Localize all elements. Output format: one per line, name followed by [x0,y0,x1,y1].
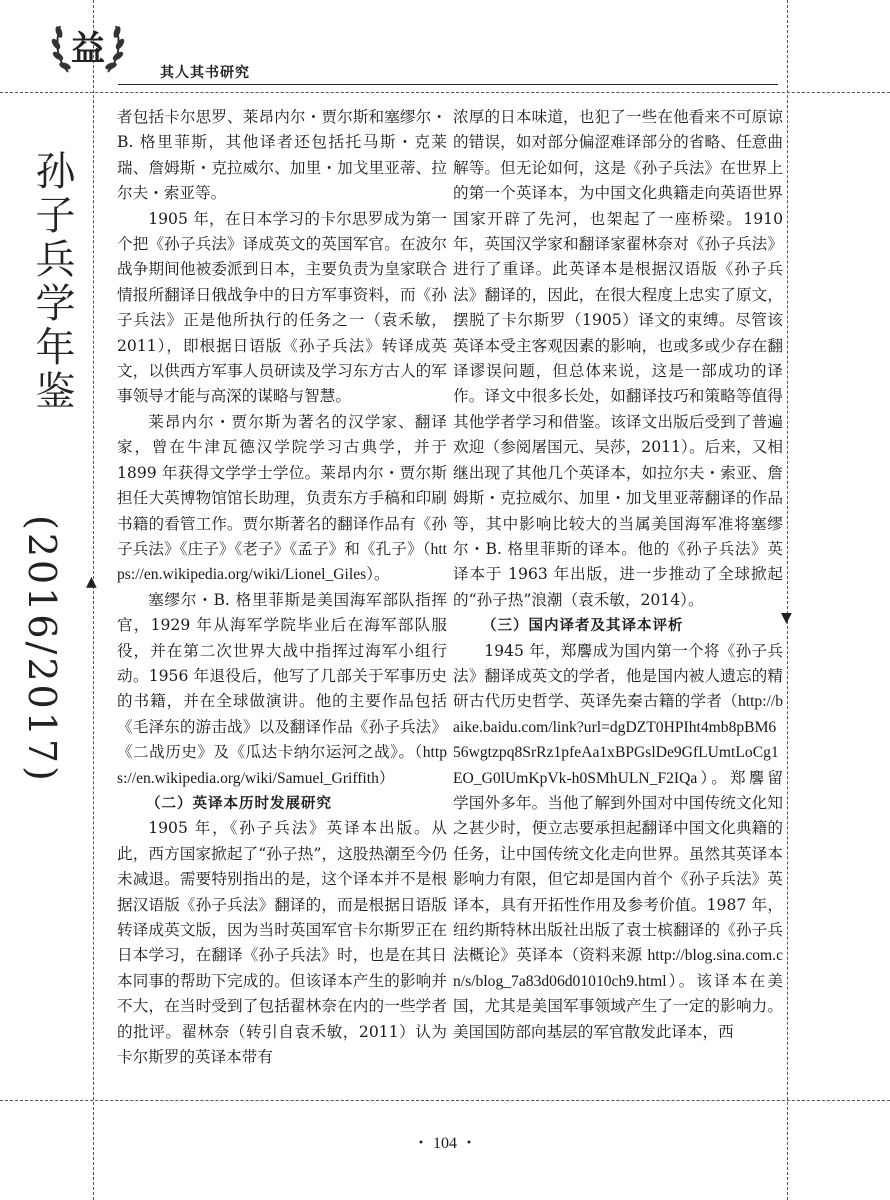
arrow-up-icon: ▲ [86,574,97,590]
crop-line-top [0,92,890,93]
reference-link: https://en.wikipedia.org/wiki/Samuel_Griffith [117,744,447,787]
arrow-down-icon: ▼ [781,610,792,626]
header-rule [118,84,778,85]
right-column [453,105,783,1045]
laurel-wreath-icon [48,14,128,78]
reference-link: https://en.wikipedia.org/wiki/Lionel_Giles [117,540,447,584]
left-column [117,105,447,1070]
section-heading: （三）国内译者及其译本评析 [482,617,684,635]
laurel-logo [48,14,128,78]
paragraph: 浓厚的日本味道，也犯了一些在他看来不可原谅的错误，如对部分偏涩难译部分的省略、任意曲解等。但无论如何，这是《孙子兵法》在世界上的第一个英译本，为中国文化典籍走向英语世界国家开辟了先河，也架起了一座桥梁。1910 年，英国汉学家和翻译家翟林奈对《孙子兵法》进行了重译。此英译本是根据汉语版《孙子兵法》翻译的，因此，在很大程度上忠实了原文，摆脱了卡尔斯罗（1905）译文的束缚。尽管该英译本受主客观因素的影响，也或多或少存在翻译谬误问题，但总体来说，这是一部成功的译作。译文中很多长处，如翻译技巧和策略等值得其他学者学习和借鉴。该译文出版后受到了普遍欢迎（参阅屠国元、吴莎，2011）。后来，又相继出现了其他几个英译本，如拉尔夫・索亚、詹姆斯・克拉威尔、加里・加戈里亚蒂翻译的作品等，其中影响比较大的当属美国海军准将塞缪尔・B. 格里菲斯的译本。他的《孙子兵法》英译本于 1963 年出版，进一步推动了全球掀起的“孙子热”浪潮（袁禾敏，2014）。 [453,108,783,609]
page-number: ・ 104 ・ [412,1135,477,1152]
paragraph: 1905 年，在日本学习的卡尔思罗成为第一个把《孙子兵法》译成英文的英国军官。在波尔战争期间他被委派到日本，主要负责为皇家联合情报所翻译日俄战争中的日方军事资料，而《孙子兵法》正是他所执行的任务之一（袁禾敏，2011），即根据日语版《孙子兵法》转译成英文，以供西方军事人员研读及学习东方古人的军事领导才能与高深的谋略与智慧。 [117,209,447,406]
yearbook-year: (2016/2017) [20,515,64,784]
paragraph: 者包括卡尔思罗、莱昂内尔・贾尔斯和塞缪尔・B. 格里菲斯，其他译者还包括托马斯・克莱瑞、詹姆斯・克拉威尔、加里・加戈里亚蒂、拉尔夫・索亚等。 [117,108,447,203]
paragraph: 1945 年，郑麐成为国内第一个将《孙子兵法》翻译成英文的学者，他是国内被人遗忘的精研古代历史哲学、英译先秦古籍的学者（http://baike.baidu.com/link?url=dgDZT0HPIht4mb8pBM656wgtzpq8SrRz1pfeAa1xBPGslDe9GfLUmtLoCg1EO_G0lUmKpVk-h0SMhULN_F2IQa）。郑麐留学国外多年。当他了解到外国对中国传统文化知之甚少时，便立志要承担起翻译中国文化典籍的任务，让中国传统文化走向世界。虽然其英译本影响力有限，但它却是国内首个《孙子兵法》英译本，具有开拓性作用及参考价值。1987 年，纽约斯特林出版社出版了袁士槟翻译的《孙子兵法概论》英译本（资料来源 http://blog.sina.com.cn/s/blog_7a83d06d01010ch9.html）。该译本在美国，尤其是美国军事领域产生了一定的影响力。美国国防部向基层的军官散发此译本，西 [453,641,783,1041]
paragraph: 莱昂内尔・贾尔斯为著名的汉学家、翻译家，曾在牛津瓦德汉学院学习古典学，并于 1899 年获得文学学士学位。莱昂内尔・贾尔斯担任大英博物馆馆长助理，负责东方手稿和印刷书籍的看管工作。贾尔斯著名的翻译作品有《孙子兵法》《庄子》《老子》《孟子》和《孔子》（https://en.wikipedia.org/wiki/Lionel_Giles）。 [117,412,447,584]
reference-link: http://blog.sina.com.cn/s/blog_7a83d06d01010ch9.html [453,947,783,990]
svg-text:益: 益 [71,29,105,69]
paragraph: 1905 年，《孙子兵法》英译本出版。从此，西方国家掀起了“孙子热”，这股热潮至今仍未减退。需要特别指出的是，这个译本并不是根据汉语版《孙子兵法》翻译的，而是根据日语版转译成英文版，因为当时英国军官卡尔斯罗正在日本学习，在翻译《孙子兵法》时，也是在其日本同事的帮助下完成的。但该译本产生的影响并不大，在当时受到了包括翟林奈在内的一些学者的批评。翟林奈（转引自袁禾敏，2011）认为卡尔斯罗的英译本带有 [117,819,447,1067]
reference-link: http://baike.baidu.com/link?url=dgDZT0HPIht4mb8pBM656wgtzpq8SrRz1pfeAa1xBPGslDe9GfLUmtLoCg1EO_G0lUmKpVk-h0SMhULN_F2IQa [453,693,783,787]
paragraph: 塞缪尔・B. 格里菲斯是美国海军部队指挥官，1929 年从海军学院毕业后在海军部队服役，并在第二次世界大战中指挥过海军小组行动。1956 年退役后，他写了几部关于军事历史的书籍，并在全球做演讲。他的主要作品包括《毛泽东的游击战》以及翻译作品《孙子兵法》《二战历史》及《瓜达卡纳尔运河之战》。（https://en.wikipedia.org/wiki/Samuel_Griffith） [117,590,447,787]
crop-line-left [93,0,94,1200]
running-title: 其人其书研究 [160,65,250,81]
section-heading: （二）英译本历时发展研究 [146,794,332,812]
yearbook-title: 孙子兵学年鉴 [29,150,75,414]
crop-line-bottom [0,1100,890,1101]
crop-line-right [787,0,788,1200]
